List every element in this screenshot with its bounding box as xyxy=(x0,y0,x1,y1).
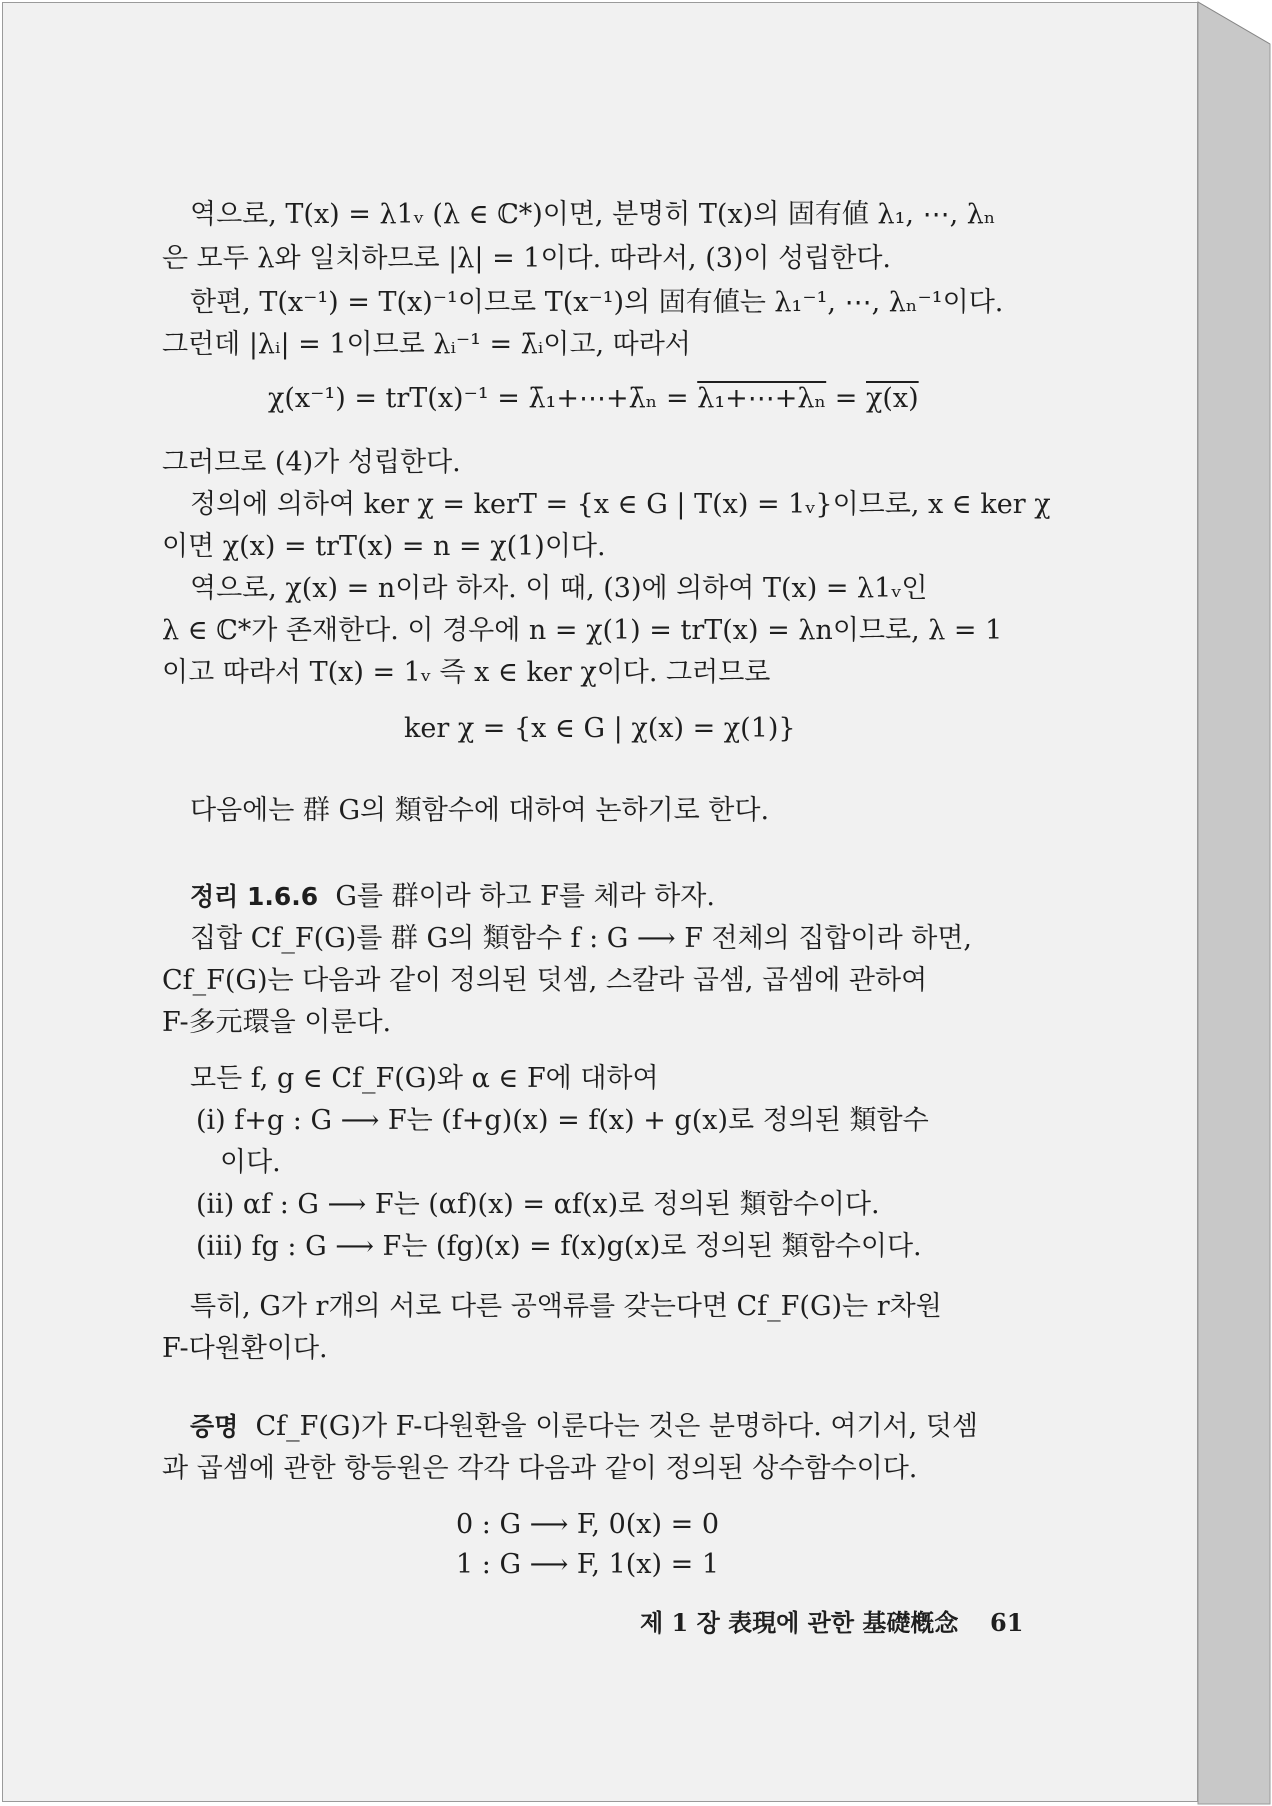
equation-kernel: ker χ = {x ∈ G | χ(x) = χ(1)} xyxy=(404,713,796,744)
para5-line2: λ ∈ ℂ*가 존재한다. 이 경우에 n = χ(1) = trT(x) = λn이므로, λ = 1 xyxy=(162,615,1003,646)
para5-line1: 역으로, χ(x) = n이라 하자. 이 때, (3)에 의하여 T(x) = λ1ᵥ인 xyxy=(190,573,928,604)
theorem-line1: 집합 Cf_F(G)를 群 G의 類함수 f : G ⟶ F 전체의 집합이라 하면, xyxy=(190,923,972,954)
theorem-line5: 특히, G가 r개의 서로 다른 공액류를 갖는다면 Cf_F(G)는 r차원 xyxy=(190,1291,942,1322)
equation-mid: = xyxy=(826,383,866,414)
theorem-label: 정리 1.6.6 xyxy=(190,882,319,911)
equation-overbar-chi: χ(x) xyxy=(866,383,919,414)
footer-chapter-title: 제 1 장 表現에 관한 基礎槪念 xyxy=(640,1608,959,1637)
equation-lhs: χ(x⁻¹) = trT(x)⁻¹ = λ̄₁+⋯+λ̄ₙ = xyxy=(268,383,698,414)
theorem-line3: F-多元環을 이룬다. xyxy=(162,1007,392,1038)
proof-text: Cf_F(G)가 F-다원환을 이룬다는 것은 분명하다. 여기서, 덧셈 xyxy=(255,1411,978,1442)
proof-line2: 과 곱셈에 관한 항등원은 각각 다음과 같이 정의된 상수함수이다. xyxy=(162,1453,918,1484)
para4-line1: 정의에 의하여 ker χ = kerT = {x ∈ G | T(x) = 1ᵥ}이므로, x ∈ ker χ xyxy=(190,489,1051,520)
para2-line2: 그런데 |λᵢ| = 1이므로 λᵢ⁻¹ = λ̄ᵢ이고, 따라서 xyxy=(162,329,691,360)
theorem-heading xyxy=(190,880,715,914)
para4-line2: 이면 χ(x) = trT(x) = n = χ(1)이다. xyxy=(162,531,606,562)
theorem-statement: G를 群이라 하고 F를 체라 하자. xyxy=(335,881,715,912)
para5-line3: 이고 따라서 T(x) = 1ᵥ 즉 x ∈ ker χ이다. 그러므로 xyxy=(162,657,771,688)
proof-line1 xyxy=(190,1410,978,1444)
theorem-item-i-cont: 이다. xyxy=(220,1147,281,1178)
proof-equation-zero: 0 : G ⟶ F, 0(x) = 0 xyxy=(456,1509,720,1540)
theorem-item-i: (i) f+g : G ⟶ F는 (f+g)(x) = f(x) + g(x)로 정의된 類함수 xyxy=(196,1105,929,1136)
footer-page-number: 61 xyxy=(990,1608,1024,1637)
para1-line2: 은 모두 λ와 일치하므로 |λ| = 1이다. 따라서, (3)이 성립한다. xyxy=(162,243,892,274)
theorem-line6: F-다원환이다. xyxy=(162,1333,328,1364)
equation-character-conjugate xyxy=(268,382,919,416)
equation-overbar-sum: λ₁+⋯+λₙ xyxy=(697,383,827,414)
proof-label: 증명 xyxy=(190,1412,239,1441)
para1-line1: 역으로, T(x) = λ1ᵥ (λ ∈ ℂ*)이면, 분명히 T(x)의 固有値 λ₁, ⋯, λₙ xyxy=(190,199,996,230)
para2-line1: 한편, T(x⁻¹) = T(x)⁻¹이므로 T(x⁻¹)의 固有値는 λ₁⁻¹, ⋯, λₙ⁻¹이다. xyxy=(190,287,1004,318)
theorem-item-ii: (ii) αf : G ⟶ F는 (αf)(x) = αf(x)로 정의된 類함수이다. xyxy=(196,1189,880,1220)
theorem-item-iii: (iii) fg : G ⟶ F는 (fg)(x) = f(x)g(x)로 정의된 類함수이다. xyxy=(196,1231,922,1262)
para6: 다음에는 群 G의 類함수에 대하여 논하기로 한다. xyxy=(190,795,770,826)
proof-equation-one: 1 : G ⟶ F, 1(x) = 1 xyxy=(456,1549,720,1580)
theorem-line4: 모든 f, g ∈ Cf_F(G)와 α ∈ F에 대하여 xyxy=(190,1063,659,1094)
theorem-line2: Cf_F(G)는 다음과 같이 정의된 덧셈, 스칼라 곱셈, 곱셈에 관하여 xyxy=(162,965,928,996)
para3-line1: 그러므로 (4)가 성립한다. xyxy=(162,447,461,478)
